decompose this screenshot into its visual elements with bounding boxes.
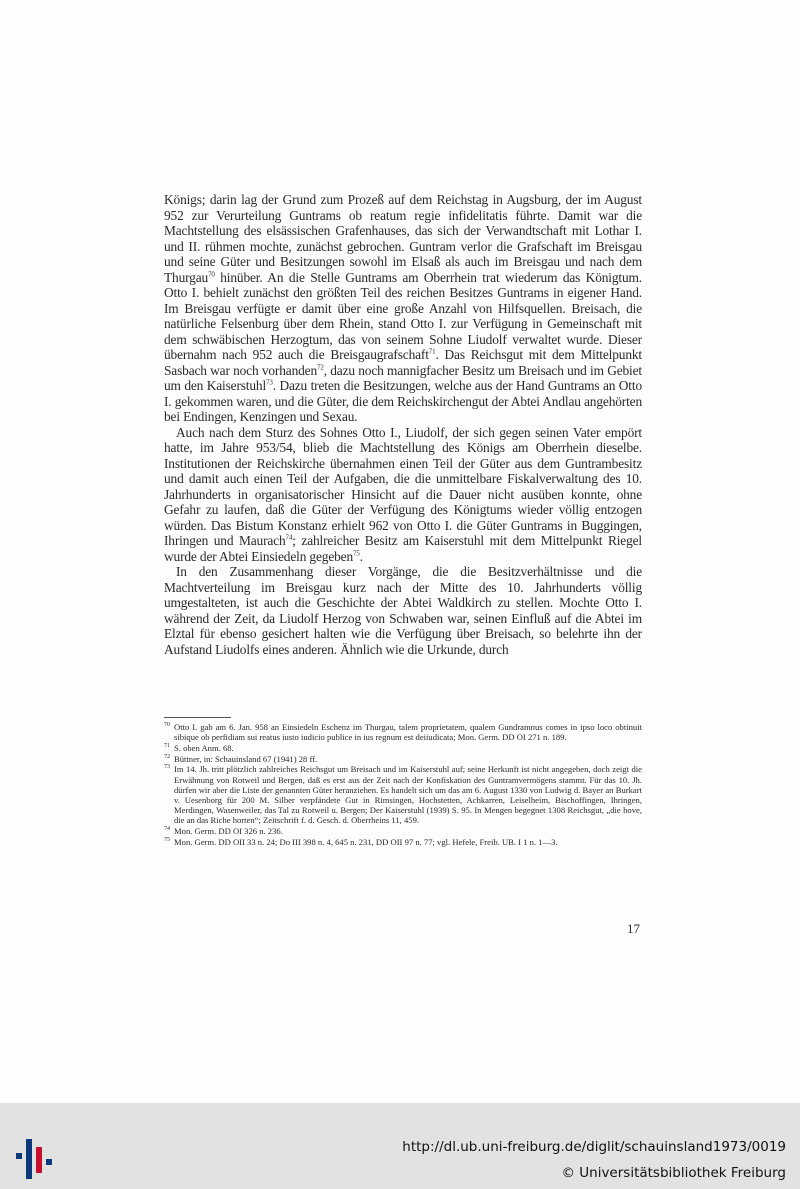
page-number: 17 <box>627 921 640 936</box>
footnote-separator <box>164 717 231 718</box>
note-ref: 75 <box>353 549 360 558</box>
footnote: 74 Mon. Germ. DD OI 326 n. 236. <box>164 826 283 837</box>
footnote: 75 Mon. Germ. DD OII 33 n. 24; Do III 398 n. 4, 645 n. 231, DD OII 97 n. 77; vgl. Hefele, Freib. UB. I 1 n. 1—3. <box>164 836 558 847</box>
note-ref: 70 <box>208 270 215 279</box>
paragraph-2: Auch nach dem Sturz des Sohnes Otto I., Liudolf, der sich gegen seinen Vater empört hatte, im Jahre 953/54, blieb die Machtstellung des Königs am Oberrhein dieselbe. Institutionen der Reichskirche übernahmen einen Teil der Güter aus dem Guntrambesitz und damit auch einen Teil der Aufgaben, die die unmittelbare Fiskalverwaltung des 10. Jahrhunderts in organisatorischer Hinsicht auf die Dauer nicht ausüben konnte, ohne Gefahr zu laufen, daß die Güter der Verfügung des Königtums wieder völlig entzogen würden. Das Bistum Konstanz erhielt 962 von Otto I. die Güter Guntrams in Buggingen, Ihringen und Maurach$^{74}$; zahlreicher Besitz am Kaiserstuhl mit dem Mittelpunkt Riegel wurde der Abtei Einsiedeln gegeben$^{75}$. <box>164 424 642 564</box>
note-ref: 72 <box>317 363 324 372</box>
ub-freiburg-logo-icon[interactable] <box>12 1139 54 1179</box>
footnote: 70 Otto I. gab am 6. Jan. 958 an Einsiedeln Eschenz im Thurgau, talem proprietatem, qualem Gundramnus comes in ipso loco obtinuit sibique ob perfidiam sui reatus iusto iudicio publice in ius regnum est deiiudicata; Mon. Germ. DD OI 271 n. 189. <box>164 722 642 743</box>
note-ref: 74 <box>285 533 293 542</box>
paragraph-1: Königs; darin lag der Grund zum Prozeß auf dem Reichstag in Augsburg, der im August 952 zur Verurteilung Guntrams ob reatum regie infidelitatis führte. Damit war die Machtstellung des elsässischen Grafenhauses, das sich der Verwandtschaft mit Lothar I. und II. rühmen mochte, zunächst gebrochen. Guntram verlor die Grafschaft im Breisgau und seine Güter und Besitzungen sowohl im Elsaß als auch im Breisgau und nach dem Thurgau$^{70}$ hinüber. An die Stelle Guntrams am Oberrhein trat wiederum das Königtum. Otto I. behielt zunächst den größten Teil des reichen Besitzes Guntrams in eigener Hand. Im Breisgau verfügte er damit über eine große Anzahl von Hilfsquellen. Breisach, die natürliche Felsenburg über dem Rhein, stand Otto I. zur Verfügung in Gemeinschaft mit dem schwäbischen Herzogtum, das von seinem Sohne Liudolf verwaltet wurde. Dieser übernahm nach 952 auch die Breisgaugrafschaft$^{71}$. Das Reichsgut mit dem Mittelpunkt Sasbach war noch vorhanden$^{72}$, dazu noch mannigfacher Besitz um Breisach und im Gebiet um den Kaiserstuhl$^{73}$. Dazu treten die Besitzungen, welche aus der Hand Guntrams an Otto I. gekommen waren, und die Güter, die dem Reichskirchengut der Abtei Andlau angehörten bei Endingen, Kenzingen und Sexau. <box>164 192 642 424</box>
body-text <box>164 192 642 657</box>
paragraph-3: In den Zusammenhang dieser Vorgänge, die die Besitzverhältnisse und die Machtverteilung im Breisgau kurz nach der Mitte des 10. Jahrhunderts völlig umgestalteten, ist auch die Geschichte der Abtei Waldkirch zu stellen. Mochte Otto I. während der Zeit, da Liudolf Herzog von Schwaben war, seinen Einfluß auf die Abtei im Elztal für ebenso gesichert halten wie die Verfügung über Breisach, so belehrte ihn der Aufstand Liudolfs eines anderen. Ähnlich wie die Urkunde, durch <box>164 564 642 657</box>
note-ref: 71 <box>428 347 436 356</box>
footnote: 71 S. oben Anm. 68. <box>164 742 234 753</box>
footnotes <box>164 722 642 847</box>
footer-bar <box>0 1103 800 1189</box>
note-ref: 73 <box>266 378 273 387</box>
copyright-notice: © Universitätsbibliothek Freiburg <box>561 1165 786 1181</box>
footnote: 72 Büttner, in: Schauinsland 67 (1941) 28 ff. <box>164 753 318 764</box>
permalink-url[interactable]: http://dl.ub.uni-freiburg.de/diglit/schauinsland1973/0019 <box>402 1139 786 1155</box>
footnote: 73 Im 14. Jh. tritt plötzlich zahlreiches Reichsgut um Breisach und im Kaiserstuhl auf; seine Herkunft ist nicht angegeben, doch zeigt die Erwähnung von Rotweil und Bergen, daß es erst aus der Zeit nach der Konfiskation des Guntramvermögens stammt. Für das 10. Jh. dürfen wir aber die Liste der genannten Güter heranziehen. Es handelt sich um das am 6. August 1330 von Ludwig d. Bayer an Burkart v. Uesenborg für 200 M. Silber verpfändete Gut in Rimsingen, Hochstetten, Achkarren, Leiselheim, Bischoffingen, Ihringen, Merdingen, Wasenweiler, das Tal zu Rotweil u. Bergen; Der Kaiserstuhl (1939) S. 95. In Mengen begegnet 1308 Reichsgut, „die hove, die an das Riche horten“; Zeitschrift f. d. Gesch. d. Oberrheins 11, 459. <box>164 764 642 826</box>
